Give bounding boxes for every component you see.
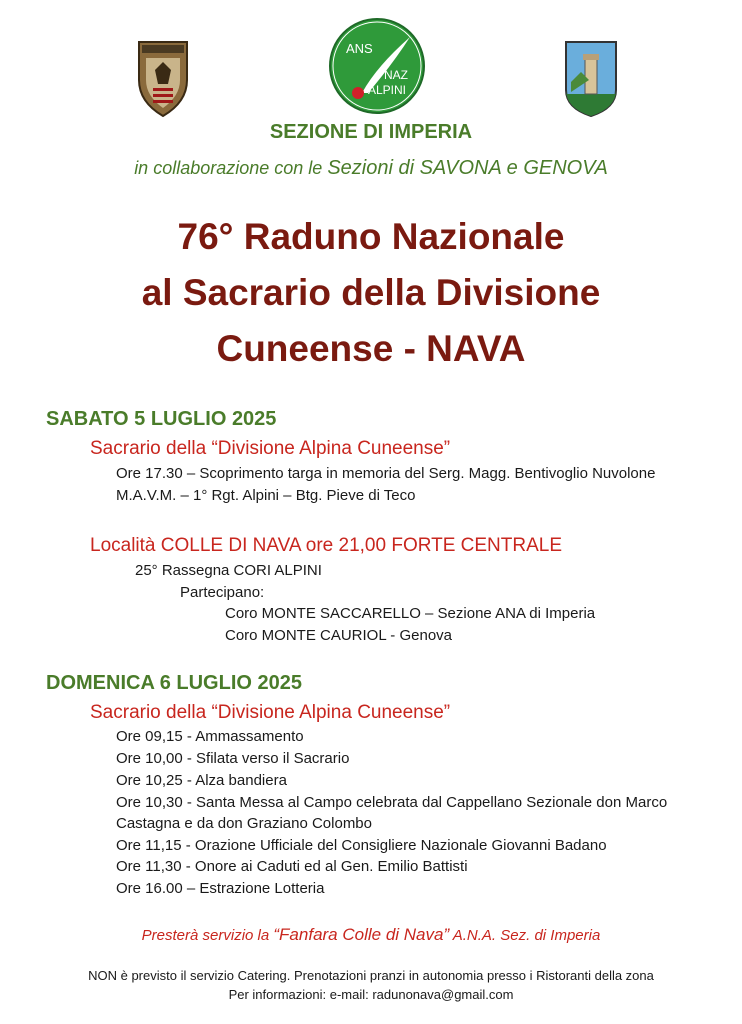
coro-item: Coro MONTE SACCARELLO – Sezione ANA di Imperia — [225, 605, 596, 622]
saturday-heading: SABATO 5 LUGLIO 2025 — [46, 408, 277, 430]
program-item: Ore 10,30 - Santa Messa al Campo celebrata dal Cappellano Sezionale don Marco — [116, 794, 668, 811]
svg-text:NAZ: NAZ — [384, 68, 408, 82]
program-item: Ore 11,15 - Orazione Ufficiale del Consigliere Nazionale Giovanni Badano — [116, 837, 607, 854]
band-note — [0, 925, 742, 945]
program-item: Ore 16.00 – Estrazione Lotteria — [116, 880, 325, 897]
coat-of-arms-icon — [563, 40, 619, 118]
footer-catering: NON è previsto il servizio Catering. Prenotazioni pranzi in autonomia presso i Ristoranti della zona — [88, 968, 654, 983]
sunday-heading: DOMENICA 6 LUGLIO 2025 — [46, 672, 302, 694]
sunday-place-sacrario: Sacrario della “Divisione Alpina Cuneense” — [90, 702, 451, 723]
program-item: Ore 10,25 - Alza bandiera — [116, 772, 287, 789]
footer-contact: Per informazioni: e-mail: radunonava@gmail.com — [228, 987, 514, 1002]
program-item: Ore 10,00 - Sfilata verso il Sacrario — [116, 750, 350, 767]
saturday-item-line: M.A.V.M. – 1° Rgt. Alpini – Btg. Pieve di Teco — [116, 487, 416, 504]
svg-text:ANS: ANS — [346, 41, 373, 56]
coro-item: Coro MONTE CAURIOL - Genova — [225, 627, 452, 644]
collab-prefix: in collaborazione con le — [134, 158, 328, 178]
event-title-line3: Cuneense - NAVA — [216, 328, 526, 369]
partecipano-label: Partecipano: — [180, 584, 265, 601]
event-title-line1: 76° Raduno Nazionale — [177, 216, 565, 257]
svg-text:ALPINI: ALPINI — [368, 83, 407, 97]
collaboration-line — [0, 157, 742, 180]
program-item: Ore 09,15 - Ammassamento — [116, 728, 304, 745]
ana-logo-icon — [328, 17, 426, 115]
saturday-item-line: Ore 17.30 – Scoprimento targa in memoria del Serg. Magg. Bentivoglio Nuvolone — [116, 465, 656, 482]
program-item: Castagna e da don Graziano Colombo — [116, 815, 372, 832]
band-note-prefix: Presterà servizio la — [141, 927, 274, 944]
band-note-suffix: A.N.A. Sez. di Imperia — [449, 927, 601, 944]
rassegna-text: 25° Rassegna CORI ALPINI — [135, 562, 322, 579]
section-title: SEZIONE DI IMPERIA — [269, 121, 473, 143]
saturday-place-colle: Località COLLE DI NAVA ore 21,00 FORTE CENTRALE — [90, 535, 563, 556]
band-name: “Fanfara Colle di Nava” — [273, 925, 450, 944]
collab-sections: Sezioni di SAVONA e GENOVA — [327, 157, 608, 179]
saturday-place-sacrario: Sacrario della “Divisione Alpina Cuneense” — [90, 438, 451, 459]
event-title-line2: al Sacrario della Divisione — [141, 272, 601, 313]
crest-icon — [136, 40, 190, 118]
program-item: Ore 11,30 - Onore ai Caduti ed al Gen. Emilio Battisti — [116, 858, 468, 875]
